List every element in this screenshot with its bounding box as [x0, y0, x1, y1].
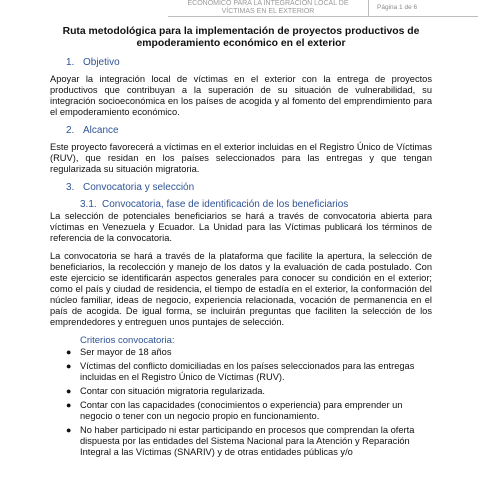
heading-objetivo [66, 57, 432, 68]
paragraph-seleccion: La selección de potenciales beneficiarios se hará a través de convocatoria abierta para víctimas en Venezuela y Ecuador. La Unidad para las Víctimas publicará los términos de referencia de la convocatoria. [50, 211, 432, 243]
bullet-icon: ● [66, 347, 72, 357]
list-item [50, 361, 432, 383]
subheading-number: 3.1. [80, 199, 97, 210]
heading-text: Alcance [83, 125, 119, 136]
bullet-icon: ● [66, 361, 72, 371]
header-title-line2: VÍCTIMAS EN EL EXTERIOR [221, 7, 315, 15]
bullet-icon: ● [66, 400, 72, 410]
paragraph-alcance: Este proyecto favorecerá a víctimas en el exterior incluidas en el Registro Único de Víctimas (RUV), que residan en los países seleccionados para las entregas y que tengan regularizada su situación migratoria. [50, 142, 432, 174]
header-title-line1: ECONÓMICO PARA LA INTEGRACIÓN LOCAL DE [187, 0, 349, 7]
list-item-text: Ser mayor de 18 años [80, 347, 172, 357]
list-item [50, 347, 432, 358]
list-item [50, 425, 432, 458]
document-header [168, 0, 478, 18]
list-item-text: No haber participado ni estar participando en procesos que comprendan la oferta dispuesta por las entidades del Sistema Nacional para la Atención y Reparación Integral a las Víctimas (SNARIV) y de otras entidades públicas y/o [80, 425, 415, 457]
list-item [50, 400, 432, 422]
header-doc-title [168, 0, 369, 17]
heading-convocatoria [66, 182, 432, 193]
heading-number: 2. [66, 125, 75, 136]
criterios-heading: Criterios convocatoria: [80, 335, 175, 346]
document-title: Ruta metodológica para la implementación de proyectos productivos de empoderamiento económico en el exterior [62, 26, 420, 49]
list-item [50, 386, 432, 397]
heading-text: Objetivo [83, 57, 120, 68]
list-item-text: Contar con situación migratoria regularizada. [80, 386, 265, 396]
heading-number: 3. [66, 182, 75, 193]
bullet-icon: ● [66, 386, 72, 396]
list-item-text: Víctimas del conflicto domiciliadas en los países seleccionados para las entregas incluidas en el Registro Único de Víctimas (RUV). [80, 361, 415, 382]
bullet-icon: ● [66, 425, 72, 435]
header-page-number: Página 1 de 6 [369, 0, 478, 17]
subheading-identificacion [80, 199, 432, 210]
criterios-list [50, 347, 432, 458]
heading-number: 1. [66, 57, 75, 68]
heading-text: Convocatoria y selección [83, 182, 195, 193]
heading-alcance [66, 125, 432, 136]
document-body [50, 26, 432, 461]
paragraph-plataforma: La convocatoria se hará a través de la plataforma que facilite la apertura, la selección de beneficiarios, la recolección y manejo de los datos y la evaluación de cada postulado. Con este ejercicio se identificarán aspectos generales para conocer su condición en el exterior; como el país y ciudad de residencia, el tiempo de estadía en el exterior, la conformación del núcleo familiar, ideas de negocio, experiencia relacionada, vocación de permanencia en el país de acogida. De igual forma, se incluirán preguntas que faciliten la selección de los emprendedores y entreguen unos puntajes de selección. [50, 251, 432, 327]
paragraph-objetivo: Apoyar la integración local de víctimas en el exterior con la entrega de proyectos productivos que contribuyan a la superación de su situación de vulnerabilidad, su integración socioeconómica en los países de acogida y al fomento del emprendimiento para el empoderamiento económico. [50, 74, 432, 117]
list-item-text: Contar con las capacidades (conocimientos o experiencia) para emprender un negocio o tener con un negocio propio en funcionamiento. [80, 400, 403, 421]
subheading-text: Convocatoria, fase de identificación de los beneficiarios [102, 199, 349, 210]
